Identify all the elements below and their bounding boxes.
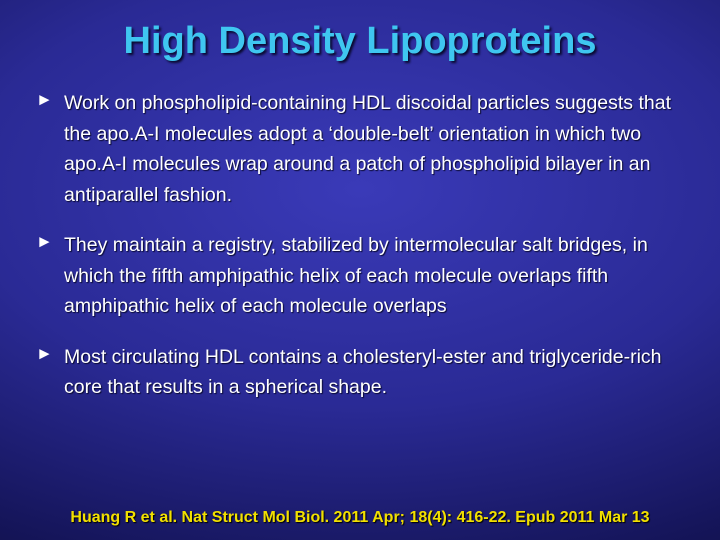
- bullet-arrow-icon: ►: [36, 90, 53, 109]
- bullet-arrow-icon: ►: [36, 343, 53, 363]
- citation: Huang R et al. Nat Struct Mol Biol. 2011 Apr; 18(4): 416-22. Epub 2011 Mar 13: [70, 509, 650, 526]
- bullet-text: They maintain a registry, stabilized by intermolecular salt bridges, in which the fifth amphipathic helix of each molecule overlaps fifth amphipathic helix of each molecule overlaps: [64, 234, 648, 317]
- bullet-item: [36, 342, 686, 403]
- bullet-text: Work on phospholipid-containing HDL discoidal particles suggests that the apo.A-I molecules adopt a ‘double-belt’ orientation in which two apo.A-I molecules wrap around a patch of phospholipid bilayer in an antiparallel fashion.: [64, 92, 672, 206]
- bullet-item: [36, 230, 686, 322]
- slide-title: High Density Lipoproteins: [123, 20, 597, 62]
- bullet-item: [36, 88, 686, 210]
- bullet-text: Most circulating HDL contains a cholesteryl-ester and triglyceride-rich core that results in a spherical shape.: [64, 345, 662, 398]
- bullet-list: [36, 88, 686, 403]
- bullet-arrow-icon: ►: [36, 232, 53, 251]
